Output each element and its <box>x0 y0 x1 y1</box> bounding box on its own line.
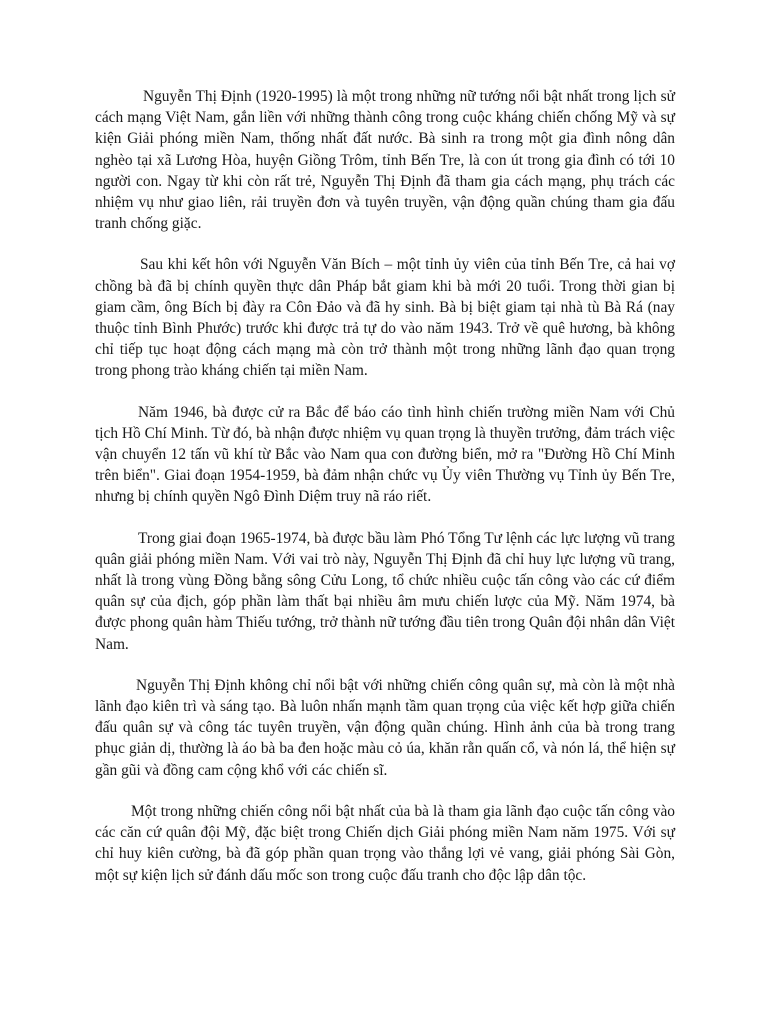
paragraph-3: Năm 1946, bà được cử ra Bắc để báo cáo tình hình chiến trường miền Nam với Chủ tịch Hồ Chí Minh. Từ đó, bà nhận được nhiệm vụ quan trọng là thuyền trưởng, đảm trách việc vận chuyển 12 tấn vũ khí từ Bắc vào Nam qua con đường biển, mở ra "Đường Hồ Chí Minh trên biển". Giai đoạn 1954-1959, bà đảm nhận chức vụ Ủy viên Thường vụ Tỉnh ủy Bến Tre, nhưng bị chính quyền Ngô Đình Diệm truy nã ráo riết. <box>95 403 676 506</box>
paragraph-4: Trong giai đoạn 1965-1974, bà được bầu làm Phó Tổng Tư lệnh các lực lượng vũ trang quân giải phóng miền Nam. Với vai trò này, Nguyễn Thị Định đã chỉ huy lực lượng vũ trang, nhất là trong vùng Đồng bằng sông Cửu Long, tổ chức nhiều cuộc tấn công vào các cứ điểm quân sự của địch, góp phần làm thất bại nhiều âm mưu chiến lược của Mỹ. Năm 1974, bà được phong quân hàm Thiếu tướng, trở thành nữ tướng đầu tiên trong Quân đội nhân dân Việt Nam. <box>95 529 675 653</box>
paragraph-1: Nguyễn Thị Định (1920-1995) là một trong những nữ tướng nổi bật nhất trong lịch sử cách mạng Việt Nam, gắn liền với những thành công trong cuộc kháng chiến chống Mỹ và sự kiện Giải phóng miền Nam, thống nhất đất nước. Bà sinh ra trong một gia đình nông dân nghèo tại xã Lương Hòa, huyện Giồng Trôm, tỉnh Bến Tre, là con út trong gia đình có tới 10 người con. Ngay từ khi còn rất trẻ, Nguyễn Thị Định đã tham gia cách mạng, phụ trách các nhiệm vụ như giao liên, rải truyền đơn và tuyên truyền, vận động quần chúng tham gia đấu tranh chống giặc. <box>95 88 675 233</box>
paragraph-5: Nguyễn Thị Định không chỉ nổi bật với những chiến công quân sự, mà còn là một nhà lãnh đạo kiên trì và sáng tạo. Bà luôn nhấn mạnh tầm quan trọng của việc kết hợp giữa chiến đấu quân sự và công tác tuyên truyền, vận động quần chúng. Hình ảnh của bà trong trang phục giản dị, thường là áo bà ba đen hoặc màu cỏ úa, khăn rằn quấn cổ, và nón lá, thể hiện sự gần gũi và đồng cam cộng khổ với các chiến sĩ. <box>95 676 675 779</box>
document-body <box>95 86 675 906</box>
paragraph-6: Một trong những chiến công nổi bật nhất của bà là tham gia lãnh đạo cuộc tấn công vào các căn cứ quân đội Mỹ, đặc biệt trong Chiến dịch Giải phóng miền Nam năm 1975. Với sự chỉ huy kiên cường, bà đã góp phần quan trọng vào thắng lợi vẻ vang, giải phóng Sài Gòn, một sự kiện lịch sử đánh dấu mốc son trong cuộc đấu tranh cho độc lập dân tộc. <box>95 802 675 884</box>
paragraph-2: Sau khi kết hôn với Nguyễn Văn Bích – một tỉnh ủy viên của tỉnh Bến Tre, cả hai vợ chồng bà đã bị chính quyền thực dân Pháp bắt giam khi bà mới 20 tuổi. Trong thời gian bị giam cầm, ông Bích bị đày ra Côn Đảo và đã hy sinh. Bà bị biệt giam tại nhà tù Bà Rá (nay thuộc tỉnh Bình Phước) trước khi được trả tự do vào năm 1943. Trở về quê hương, bà không chỉ tiếp tục hoạt động cách mạng mà còn trở thành một trong những lãnh đạo quan trọng trong phong trào kháng chiến tại miền Nam. <box>95 256 675 380</box>
